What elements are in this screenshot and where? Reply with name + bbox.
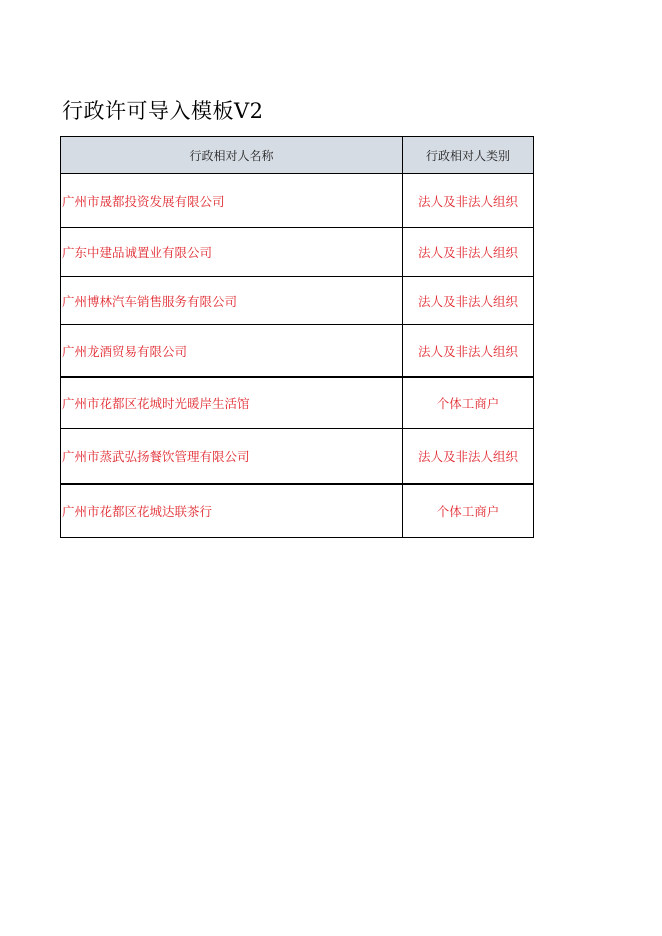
entity-type-cell[interactable]: 法人及非法人组织: [403, 228, 534, 277]
entity-type-cell[interactable]: 法人及非法人组织: [403, 325, 534, 378]
table-row: [61, 325, 534, 378]
table-row: [61, 377, 534, 429]
data-table: [60, 136, 534, 538]
entity-type-cell[interactable]: 法人及非法人组织: [403, 174, 534, 228]
entity-name-cell[interactable]: 广州市蒸武弘扬餐饮管理有限公司: [61, 429, 403, 485]
entity-name-cell[interactable]: 广东中建品诚置业有限公司: [61, 228, 403, 277]
entity-name-cell[interactable]: 广州博林汽车销售服务有限公司: [61, 277, 403, 325]
table-row: [61, 277, 534, 325]
entity-name-cell[interactable]: 广州市晟都投资发展有限公司: [61, 174, 403, 228]
column-header-name[interactable]: 行政相对人名称: [61, 137, 403, 174]
table-header-row: [61, 137, 534, 174]
table-row: [61, 174, 534, 228]
column-header-type[interactable]: 行政相对人类别: [403, 137, 534, 174]
table-row: [61, 429, 534, 485]
entity-name-cell[interactable]: 广州市花都区花城时光暖岸生活馆: [61, 377, 403, 429]
page-title: 行政许可导入模板V2: [62, 99, 264, 123]
table-row: [61, 484, 534, 538]
entity-name-cell[interactable]: 广州市花都区花城达联茶行: [61, 484, 403, 538]
entity-type-cell[interactable]: 个体工商户: [403, 377, 534, 429]
entity-type-cell[interactable]: 法人及非法人组织: [403, 429, 534, 485]
entity-type-cell[interactable]: 个体工商户: [403, 484, 534, 538]
table-row: [61, 228, 534, 277]
entity-type-cell[interactable]: 法人及非法人组织: [403, 277, 534, 325]
entity-name-cell[interactable]: 广州龙酒贸易有限公司: [61, 325, 403, 378]
